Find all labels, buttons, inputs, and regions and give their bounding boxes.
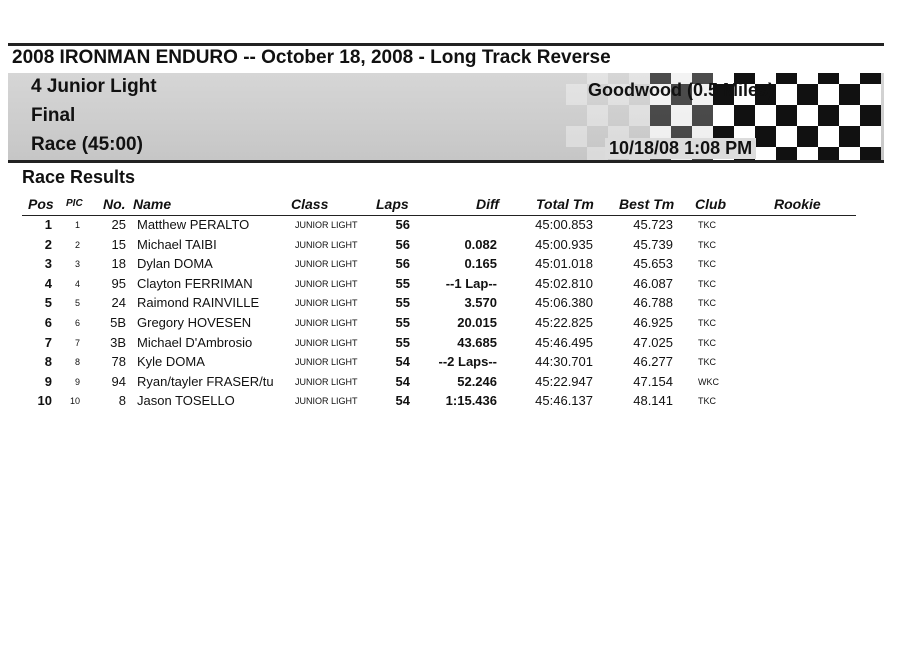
col-header-pos: Pos <box>28 196 54 212</box>
cell-total: 45:46.137 <box>535 393 593 409</box>
cell-pos: 4 <box>44 275 52 291</box>
cell-name: Ryan/tayler FRASER/tu <box>137 373 274 389</box>
checker-square <box>818 105 839 126</box>
checker-square <box>671 105 692 126</box>
cell-club: TKC <box>698 239 716 250</box>
checker-square <box>860 147 881 163</box>
checker-square <box>776 105 797 126</box>
col-header-rookie: Rookie <box>774 196 821 212</box>
cell-diff: --2 Laps-- <box>438 354 497 370</box>
checker-square <box>839 73 860 84</box>
cell-no: 25 <box>111 217 126 232</box>
checker-square <box>734 105 755 126</box>
cell-laps: 56 <box>395 217 410 232</box>
cell-total: 45:01.018 <box>535 256 593 272</box>
cell-club: TKC <box>698 357 716 368</box>
col-header-best: Best Tm <box>619 196 675 212</box>
cell-pic: 10 <box>69 396 80 407</box>
cell-pos: 10 <box>37 393 52 409</box>
cell-name: Gregory HOVESEN <box>137 315 252 330</box>
cell-pic: 9 <box>74 376 80 387</box>
cell-best: 46.087 <box>633 275 673 291</box>
cell-diff: 43.685 <box>457 334 497 350</box>
cell-pos: 7 <box>44 334 52 350</box>
cell-best: 47.025 <box>633 334 673 350</box>
cell-club: TKC <box>698 220 716 230</box>
cell-total: 45:02.810 <box>535 275 593 291</box>
header-banner <box>8 73 884 163</box>
cell-best: 48.141 <box>633 393 673 409</box>
checker-square <box>776 84 797 105</box>
cell-name: Michael TAIBI <box>137 236 217 252</box>
cell-no: 15 <box>111 236 126 252</box>
cell-best: 46.925 <box>633 315 673 330</box>
cell-class: JUNIOR LIGHT <box>295 396 358 407</box>
cell-no: 8 <box>118 393 126 409</box>
cell-total: 45:46.495 <box>535 334 593 350</box>
cell-name: Kyle DOMA <box>137 354 205 370</box>
checker-square <box>860 105 881 126</box>
track-name: Goodwood (0.5 Miles) <box>587 80 774 100</box>
checker-square <box>776 73 797 84</box>
cell-name: Dylan DOMA <box>137 256 213 272</box>
cell-laps: 55 <box>395 334 410 350</box>
cell-club: WKC <box>698 376 719 387</box>
cell-no: 95 <box>111 275 126 291</box>
cell-diff: 20.015 <box>457 315 497 330</box>
cell-laps: 55 <box>395 315 410 330</box>
cell-no: 94 <box>111 373 126 389</box>
cell-class: JUNIOR LIGHT <box>295 318 358 328</box>
checker-square <box>818 126 839 147</box>
col-header-laps: Laps <box>376 196 409 212</box>
cell-class: JUNIOR LIGHT <box>295 220 358 230</box>
cell-class: JUNIOR LIGHT <box>295 376 358 387</box>
checker-square <box>587 105 608 126</box>
checker-square <box>839 147 860 163</box>
cell-diff: 1:15.436 <box>445 393 497 409</box>
top-rule <box>8 43 884 46</box>
checker-square <box>818 84 839 105</box>
cell-pos: 6 <box>44 315 52 330</box>
checker-square <box>860 126 881 147</box>
cell-name: Jason TOSELLO <box>137 393 235 409</box>
col-header-diff: Diff <box>476 196 500 212</box>
class-name: 4 Junior Light <box>31 76 157 97</box>
cell-class: JUNIOR LIGHT <box>295 259 358 270</box>
cell-total: 45:22.947 <box>535 373 593 389</box>
section-title: Race Results <box>22 167 136 187</box>
col-header-no: No. <box>103 196 126 212</box>
cell-best: 45.723 <box>633 217 673 232</box>
cell-diff: 52.246 <box>457 373 497 389</box>
checker-square <box>566 126 587 147</box>
cell-club: TKC <box>698 278 716 289</box>
checker-square <box>797 105 818 126</box>
cell-total: 45:00.935 <box>535 236 593 252</box>
session-name: Final <box>31 105 76 126</box>
cell-pos: 2 <box>44 236 52 252</box>
cell-laps: 54 <box>395 393 410 409</box>
header-rule <box>22 215 856 216</box>
cell-best: 45.739 <box>633 236 673 252</box>
cell-pic: 7 <box>74 337 80 348</box>
checker-square <box>692 105 713 126</box>
cell-pic: 2 <box>74 239 80 250</box>
cell-pic: 6 <box>74 318 80 328</box>
col-header-total: Total Tm <box>536 196 594 212</box>
cell-laps: 55 <box>395 275 410 291</box>
cell-class: JUNIOR LIGHT <box>295 278 358 289</box>
checker-square <box>776 147 797 163</box>
cell-best: 47.154 <box>633 373 673 389</box>
checker-square <box>797 84 818 105</box>
cell-best: 46.277 <box>633 354 673 370</box>
checker-square <box>839 105 860 126</box>
checker-square <box>860 73 881 84</box>
cell-no: 24 <box>111 295 126 311</box>
cell-club: TKC <box>698 298 716 309</box>
col-header-pic: PIC <box>66 198 83 209</box>
checker-square <box>755 105 776 126</box>
cell-no: 18 <box>111 256 126 272</box>
cell-club: TKC <box>698 396 716 407</box>
cell-diff: --1 Lap-- <box>445 275 497 291</box>
cell-class: JUNIOR LIGHT <box>295 239 358 250</box>
cell-club: TKC <box>698 318 716 328</box>
col-header-name: Name <box>133 196 172 212</box>
cell-laps: 54 <box>395 354 410 370</box>
page-title: 2008 IRONMAN ENDURO -- October 18, 2008 - Long Track Reverse <box>12 47 611 68</box>
checker-square <box>797 147 818 163</box>
checker-square <box>797 73 818 84</box>
cell-total: 45:22.825 <box>535 315 593 330</box>
cell-best: 45.653 <box>633 256 673 272</box>
cell-class: JUNIOR LIGHT <box>295 357 358 368</box>
cell-diff: 0.165 <box>464 256 497 272</box>
col-header-club: Club <box>695 196 727 212</box>
cell-club: TKC <box>698 337 716 348</box>
cell-diff: 3.570 <box>464 295 497 311</box>
cell-pic: 3 <box>74 259 80 270</box>
checker-square <box>755 126 776 147</box>
cell-pic: 4 <box>74 278 80 289</box>
checker-square <box>629 105 650 126</box>
cell-total: 44:30.701 <box>535 354 593 370</box>
cell-laps: 55 <box>395 295 410 311</box>
cell-pos: 3 <box>44 256 52 272</box>
cell-no: 78 <box>111 354 126 370</box>
checker-square <box>713 105 734 126</box>
cell-laps: 56 <box>395 256 410 272</box>
cell-total: 45:06.380 <box>535 295 593 311</box>
cell-pos: 9 <box>44 373 52 389</box>
cell-laps: 54 <box>395 373 410 389</box>
cell-no: 5B <box>110 315 126 330</box>
cell-total: 45:00.853 <box>535 217 593 232</box>
cell-pic: 8 <box>74 357 80 368</box>
checker-square <box>650 105 671 126</box>
checker-square <box>818 147 839 163</box>
cell-pos: 1 <box>44 217 52 232</box>
race-date-time: 10/18/08 1:08 PM <box>605 138 756 159</box>
cell-class: JUNIOR LIGHT <box>295 337 358 348</box>
cell-name: Michael D'Ambrosio <box>137 334 253 350</box>
checker-square <box>860 84 881 105</box>
checker-square <box>818 73 839 84</box>
checker-square <box>839 126 860 147</box>
checker-square <box>755 147 776 163</box>
cell-name: Raimond RAINVILLE <box>137 295 260 311</box>
checker-square <box>776 126 797 147</box>
cell-pic: 5 <box>74 298 80 309</box>
col-header-class: Class <box>291 196 329 212</box>
cell-class: JUNIOR LIGHT <box>295 298 358 309</box>
cell-club: TKC <box>698 259 716 270</box>
checker-square <box>797 126 818 147</box>
cell-pos: 8 <box>44 354 52 370</box>
checker-square <box>839 84 860 105</box>
cell-best: 46.788 <box>633 295 673 311</box>
cell-pos: 5 <box>44 295 52 311</box>
cell-name: Clayton FERRIMAN <box>137 275 253 291</box>
cell-pic: 1 <box>74 220 80 230</box>
cell-diff: 0.082 <box>464 236 497 252</box>
cell-no: 3B <box>110 334 126 350</box>
checker-square <box>566 84 587 105</box>
race-duration: Race (45:00) <box>31 134 143 155</box>
cell-laps: 56 <box>395 236 410 252</box>
cell-name: Matthew PERALTO <box>137 217 250 232</box>
